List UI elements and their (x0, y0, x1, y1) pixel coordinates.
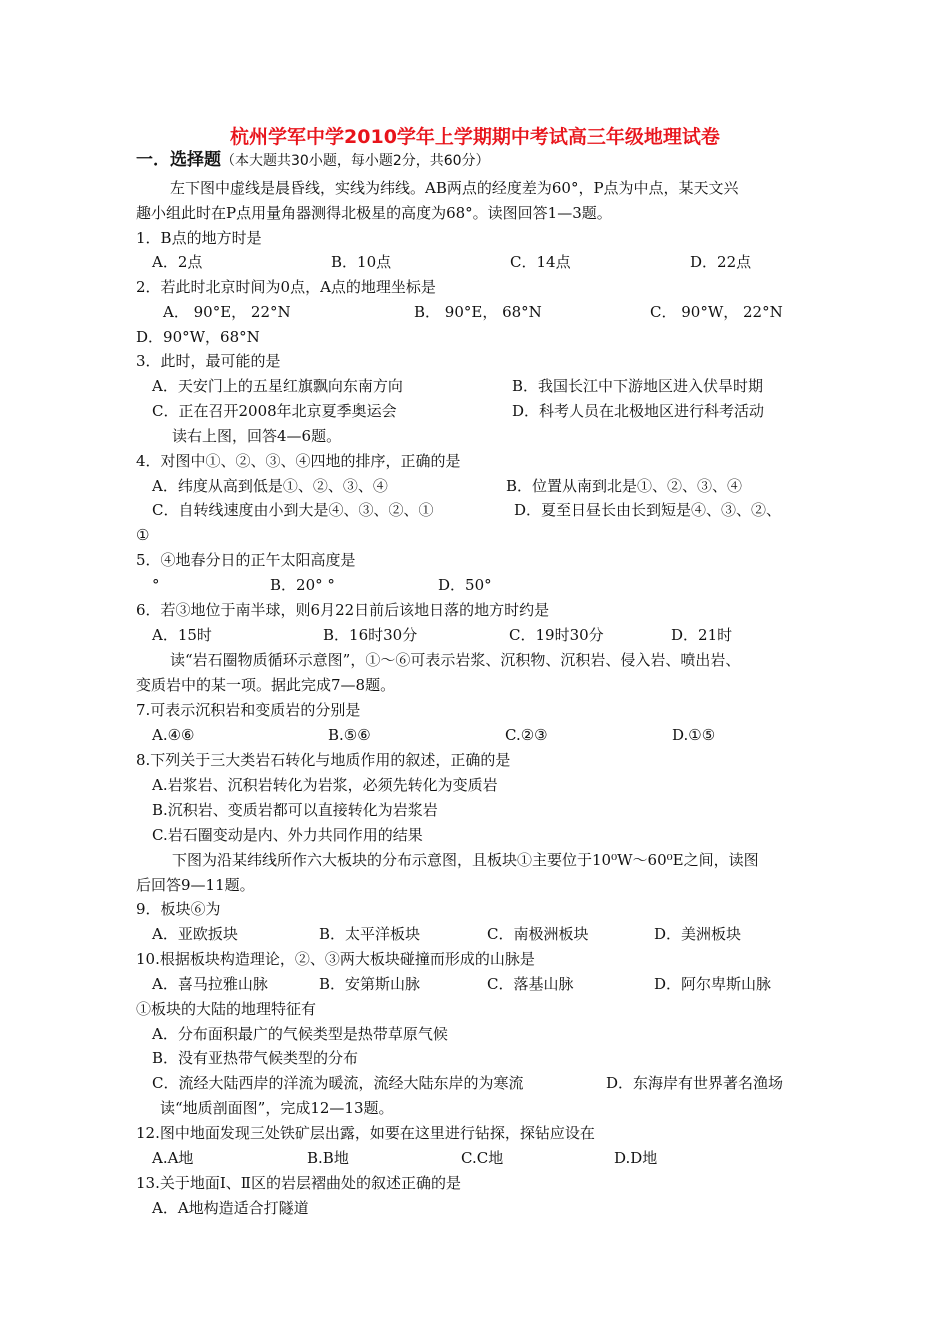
q2-option-c: C． 90°W， 22°N (650, 303, 783, 321)
q7-option-d: D.①⑤ (672, 726, 716, 744)
q10-stem: 10.根据板块构造理论，②、③两大板块碰撞而形成的山脉是 (136, 950, 535, 968)
q2-stem: 2．若此时北京时间为0点，A点的地理坐标是 (136, 278, 436, 296)
q3-option-b: B．我国长江中下游地区进入伏旱时期 (512, 377, 764, 395)
q5-option-d: D．50° (438, 576, 492, 594)
intro-1-line-1: 左下图中虚线是晨昏线，实线为纬线。AB两点的经度差为60°，P点为中点，某天文兴 (170, 179, 739, 197)
q4-option-c: C．自转线速度由小到大是④、③、②、① (152, 501, 434, 519)
q11-stem: ①板块的大陆的地理特征有 (136, 1000, 317, 1018)
q2-option-b: B． 90°E， 68°N (414, 303, 542, 321)
q13-option-a: A．A地构造适合打隧道 (152, 1199, 309, 1217)
q11-option-b: B．没有亚热带气候类型的分布 (152, 1049, 359, 1067)
q4-option-d-continued: ① (136, 526, 150, 544)
q9-option-b: B．太平洋板块 (319, 925, 421, 943)
q4-option-d: D．夏至日昼长由长到短是④、③、②、 (514, 501, 782, 519)
q6-option-c: C．19时30分 (509, 626, 604, 644)
q11-option-d: D．东海岸有世界著名渔场 (606, 1074, 784, 1092)
q10-option-d: D．阿尔卑斯山脉 (654, 975, 772, 993)
q12-option-c: C.C地 (461, 1149, 504, 1167)
q10-option-a: A．喜马拉雅山脉 (152, 975, 268, 993)
q1-option-c: C．14点 (510, 253, 571, 271)
q6-option-d: D．21时 (671, 626, 733, 644)
q12-stem: 12.图中地面发现三处铁矿层出露，如要在这里进行钻探，探钻应设在 (136, 1124, 595, 1142)
q3-option-d: D．科考人员在北极地区进行科考活动 (512, 402, 765, 420)
q9-option-d: D．美洲板块 (654, 925, 742, 943)
q3-stem: 3．此时，最可能的是 (136, 352, 281, 370)
q13-stem: 13.关于地面Ⅰ、Ⅱ区的岩层褶曲处的叙述正确的是 (136, 1174, 461, 1192)
q8-option-c: C.岩石圈变动是内、外力共同作用的结果 (152, 826, 423, 844)
q1-option-a: A．2点 (152, 253, 203, 271)
intro-3-line-1: 读“岩石圈物质循环示意图”，①～⑥可表示岩浆、沉积物、沉积岩、侵入岩、喷出岩、 (170, 651, 741, 669)
q12-option-b: B.B地 (307, 1149, 349, 1167)
q6-stem: 6．若③地位于南半球，则6月22日前后该地日落的地方时约是 (136, 601, 550, 619)
exam-title: 杭州学军中学2010学年上学期期中考试高三年级地理试卷 (230, 126, 720, 148)
intro-2: 读右上图，回答4—6题。 (172, 427, 342, 445)
intro-1-line-2: 趣小组此时在P点用量角器测得北极星的高度为68°。读图回答1—3题。 (136, 204, 612, 222)
q7-option-b: B.⑤⑥ (328, 726, 371, 744)
q1-option-b: B．10点 (331, 253, 392, 271)
q7-stem: 7.可表示沉积岩和变质岩的分别是 (136, 701, 361, 719)
q5-option-a: ° (152, 576, 160, 594)
q3-option-c: C．正在召开2008年北京夏季奥运会 (152, 402, 397, 420)
q1-option-d: D．22点 (690, 253, 752, 271)
q1-stem: 1．B点的地方时是 (136, 229, 262, 247)
q7-option-a: A.④⑥ (152, 726, 195, 744)
q4-stem: 4．对图中①、②、③、④四地的排序，正确的是 (136, 452, 461, 470)
q11-option-a: A．分布面积最广的气候类型是热带草原气候 (152, 1025, 448, 1043)
intro-5: 读“地质剖面图”，完成12—13题。 (160, 1099, 394, 1117)
q9-option-a: A．亚欧扳块 (152, 925, 238, 943)
q12-option-a: A.A地 (152, 1149, 194, 1167)
intro-3-line-2: 变质岩中的某一项。据此完成7—8题。 (136, 676, 396, 694)
q10-option-b: B．安第斯山脉 (319, 975, 421, 993)
q5-option-b: B．20° ° (270, 576, 335, 594)
q8-option-a: A.岩浆岩、沉积岩转化为岩浆，必须先转化为变质岩 (152, 776, 498, 794)
q11-option-c: C．流经大陆西岸的洋流为暖流，流经大陆东岸的为寒流 (152, 1074, 524, 1092)
section-label: 一．选择题 (136, 150, 221, 170)
q12-option-d: D.D地 (614, 1149, 658, 1167)
q2-option-d: D．90°W，68°N (136, 328, 260, 346)
section-heading (136, 150, 490, 171)
q9-option-c: C．南极洲板块 (487, 925, 589, 943)
q2-option-a: A． 90°E， 22°N (163, 303, 291, 321)
section-note: （本大题共30小题，每小题2分，共60分） (221, 153, 490, 169)
q7-option-c: C.②③ (505, 726, 548, 744)
q5-stem: 5．④地春分日的正午太阳高度是 (136, 551, 356, 569)
intro-4-line-1: 下图为沿某纬线所作六大板块的分布示意图，且板块①主要位于10⁰W～60⁰E之间，读图 (172, 851, 759, 869)
q10-option-c: C．落基山脉 (487, 975, 574, 993)
q6-option-b: B．16时30分 (323, 626, 418, 644)
intro-4-line-2: 后回答9—11题。 (136, 876, 255, 894)
q3-option-a: A．天安门上的五星红旗飘向东南方向 (152, 377, 403, 395)
q9-stem: 9．板块⑥为 (136, 900, 221, 918)
q6-option-a: A．15时 (152, 626, 212, 644)
q4-option-a: A．纬度从高到低是①、②、③、④ (152, 477, 388, 495)
q8-stem: 8.下列关于三大类岩石转化与地质作用的叙述，正确的是 (136, 751, 511, 769)
q8-option-b: B.沉积岩、变质岩都可以直接转化为岩浆岩 (152, 801, 438, 819)
q4-option-b: B．位置从南到北是①、②、③、④ (506, 477, 743, 495)
